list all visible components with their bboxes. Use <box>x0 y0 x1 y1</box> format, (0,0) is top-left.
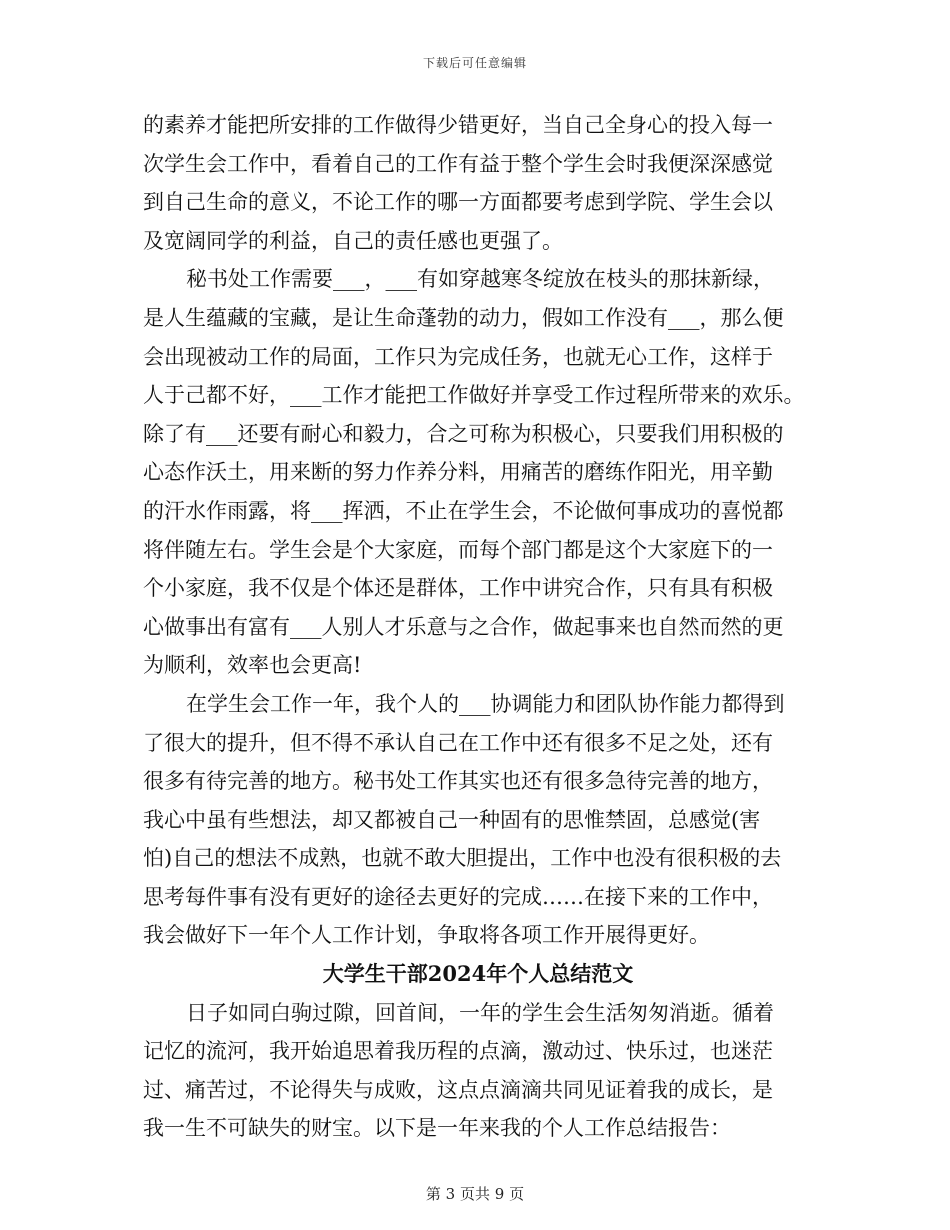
text-line: 次学生会工作中，看着自己的工作有益于整个学生会时我便深深感觉 <box>143 151 773 176</box>
text-line: 是人生蕴藏的宝藏，是让生命蓬勃的动力，假如工作没有___，那么便 <box>143 305 784 330</box>
text-line: 在学生会工作一年，我个人的___协调能力和团队协作能力都得到 <box>186 691 785 716</box>
text-line: 我一生不可缺失的财宝。以下是一年来我的个人工作总结报告： <box>143 1116 731 1141</box>
text-line: 很多有待完善的地方。秘书处工作其实也还有很多急待完善的地方， <box>143 769 773 794</box>
text-line: 心做事出有富有___人别人才乐意与之合作，做起事来也自然而然的更 <box>143 614 784 639</box>
text-line: 个小家庭，我不仅是个体还是群体，工作中讲究合作，只有具有积极 <box>143 576 773 601</box>
text-line: 我会做好下一年个人工作计划，争取将各项工作开展得更好。 <box>143 923 710 948</box>
text-line: 为顺利，效率也会更高! <box>143 653 362 678</box>
text-line: 心态作沃土，用来断的努力作养分料，用痛苦的磨练作阳光，用辛勤 <box>143 460 773 485</box>
text-line: 及宽阔同学的利益，自己的责任感也更强了。 <box>143 228 563 253</box>
text-line: 思考每件事有没有更好的途径去更好的完成……在接下来的工作中， <box>143 884 773 909</box>
text-line: 记忆的流河，我开始追思着我历程的点滴，激动过、快乐过，也迷茫 <box>143 1039 773 1064</box>
page-footer: 第 3 页共 9 页 <box>425 1185 525 1203</box>
section-title: 大学生干部2024年个人总结范文 <box>322 961 634 987</box>
text-line: 的汗水作雨露，将___挥洒，不止在学生会，不论做何事成功的喜悦都 <box>143 498 784 523</box>
text-line: 怕)自己的想法不成熟，也就不敢大胆提出，工作中也没有很积极的去 <box>143 846 782 871</box>
document-body <box>143 106 813 1148</box>
text-line: 除了有___还要有耐心和毅力，合之可称为积极心，只要我们用积极的 <box>143 421 784 446</box>
text-line: 到自己生命的意义，不论工作的哪一方面都要考虑到学院、学生会以 <box>143 190 773 215</box>
text-line: 会出现被动工作的局面，工作只为完成任务，也就无心工作，这样于 <box>143 344 773 369</box>
text-line: 了很大的提升，但不得不承认自己在工作中还有很多不足之处，还有 <box>143 730 773 755</box>
text-line: 将伴随左右。学生会是个大家庭，而每个部门都是这个大家庭下的一 <box>143 537 773 562</box>
text-line: 人于己都不好，___工作才能把工作做好并享受工作过程所带来的欢乐。 <box>143 383 805 408</box>
text-line: 的素养才能把所安排的工作做得少错更好，当自己全身心的投入每一 <box>143 113 773 137</box>
page-header: 下载后可任意编辑 <box>422 56 527 70</box>
text-line: 秘书处工作需要___，___有如穿越寒冬绽放在枝头的那抹新绿， <box>186 267 774 292</box>
text-line: 我心中虽有些想法，却又都被自己一种固有的思惟禁固，总感觉(害 <box>143 807 761 832</box>
text-line: 过、痛苦过，不论得失与成败，这点点滴滴共同见证着我的成长，是 <box>143 1077 773 1102</box>
text-line: 日子如同白驹过隙，回首间，一年的学生会生活匆匆消逝。循着 <box>186 1000 774 1025</box>
